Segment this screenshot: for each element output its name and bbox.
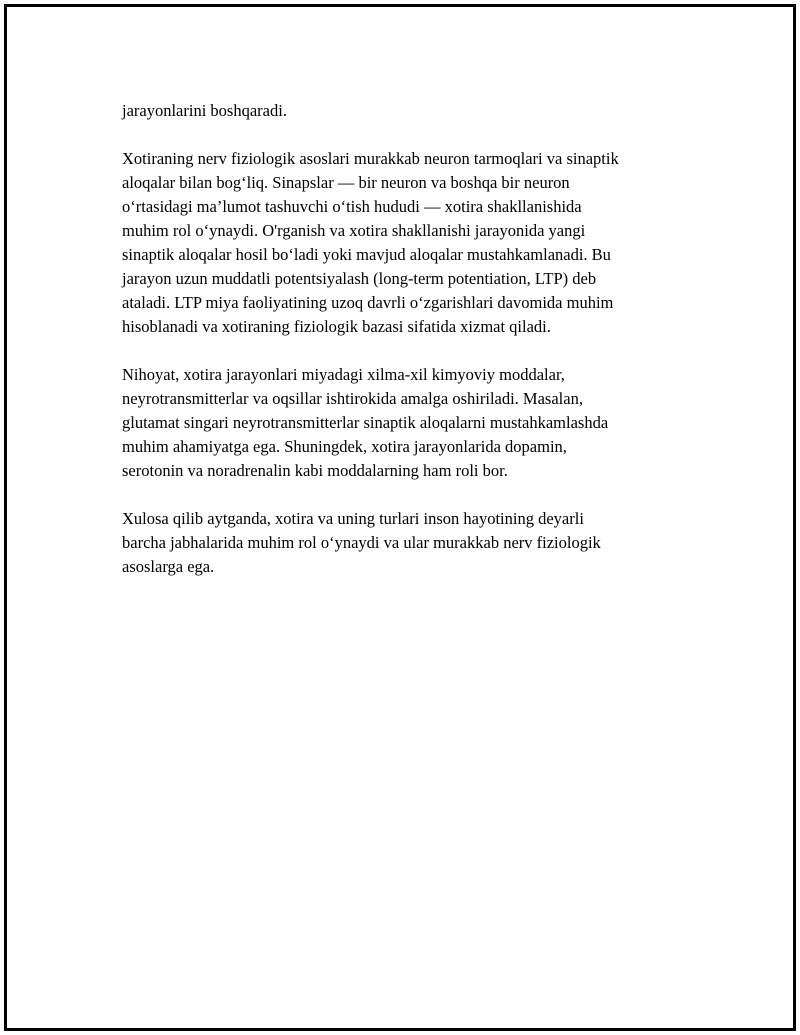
text-line: neyrotransmitterlar va oqsillar ishtirokida amalga oshiriladi. Masalan, <box>122 389 583 408</box>
text-line: muhim rol o‘ynaydi. O'rganish va xotira shakllanishi jarayonida yangi <box>122 221 586 240</box>
paragraph-3 <box>122 363 682 483</box>
text-line: sinaptik aloqalar hosil bo‘ladi yoki mavjud aloqalar mustahkamlanadi. Bu <box>122 245 611 264</box>
text-line: Xulosa qilib aytganda, xotira va uning turlari inson hayotining deyarli <box>122 509 584 528</box>
text-line: jarayon uzun muddatli potentsiyalash (long-term potentiation, LTP) deb <box>122 269 597 288</box>
text-line: Nihoyat, xotira jarayonlari miyadagi xilma-xil kimyoviy moddalar, <box>122 365 565 384</box>
paragraph-4 <box>122 507 682 579</box>
document-body <box>122 99 682 603</box>
text-line: barcha jabhalarida muhim rol o‘ynaydi va ular murakkab nerv fiziologik <box>122 533 601 552</box>
text-line: hisoblanadi va xotiraning fiziologik bazasi sifatida xizmat qiladi. <box>122 317 551 336</box>
text-line: asoslarga ega. <box>122 557 215 576</box>
text-line: muhim ahamiyatga ega. Shuningdek, xotira jarayonlarida dopamin, <box>122 437 567 456</box>
text-line: aloqalar bilan bog‘liq. Sinapslar — bir neuron va boshqa bir neuron <box>122 173 570 192</box>
text-line: jarayonlarini boshqaradi. <box>122 101 287 120</box>
page-border <box>4 4 796 1031</box>
paragraph-1 <box>122 99 682 123</box>
text-line: o‘rtasidagi ma’lumot tashuvchi o‘tish hududi — xotira shakllanishida <box>122 197 582 216</box>
text-line: glutamat singari neyrotransmitterlar sinaptik aloqalarni mustahkamlashda <box>122 413 609 432</box>
text-line: serotonin va noradrenalin kabi moddalarning ham roli bor. <box>122 461 508 480</box>
text-line: Xotiraning nerv fiziologik asoslari murakkab neuron tarmoqlari va sinaptik <box>122 149 619 168</box>
text-line: ataladi. LTP miya faoliyatining uzoq davrli o‘zgarishlari davomida muhim <box>122 293 614 312</box>
paragraph-2 <box>122 147 682 339</box>
